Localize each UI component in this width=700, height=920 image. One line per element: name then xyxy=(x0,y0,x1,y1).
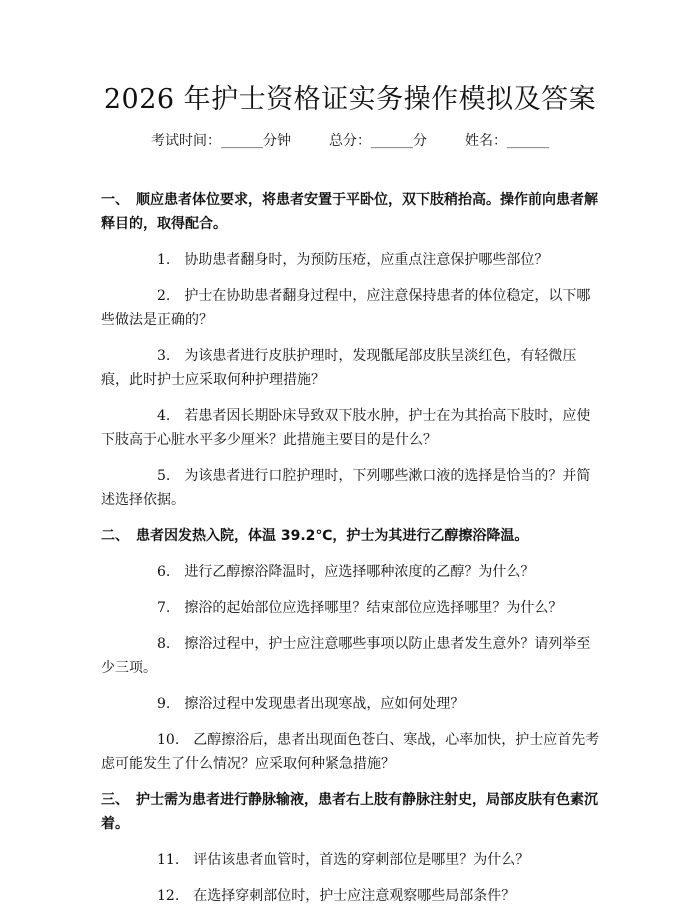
question-number: 2. xyxy=(157,288,171,304)
question-item xyxy=(101,284,601,332)
section-heading: 三、 护士需为患者进行静脉输液，患者右上肢有静脉注射史，局部皮肤有色素沉着。 xyxy=(101,792,598,832)
question-text: 协助患者翻身时，为预防压疮，应重点注意保护哪些部位？ xyxy=(184,252,549,268)
question-text: 护士在协助患者翻身过程中，应注意保持患者的体位稳定，以下哪些做法是正确的？ xyxy=(101,288,591,328)
question-number: 8. xyxy=(157,636,171,652)
question-text: 评估该患者血管时，首选的穿刺部位是哪里？为什么？ xyxy=(193,852,530,868)
question-item xyxy=(101,248,601,272)
question-item xyxy=(101,560,601,584)
total-score: 总分：______分 xyxy=(329,133,427,149)
page-title: 2026 年护士资格证实务操作模拟及答案 xyxy=(103,84,597,115)
section-heading: 二、 患者因发热入院，体温 39.2℃，护士为其进行乙醇擦浴降温。 xyxy=(101,528,529,544)
exam-meta xyxy=(0,131,700,151)
question-item xyxy=(101,884,601,908)
question-number: 7. xyxy=(157,600,171,616)
section-heading: 一、 顺应患者体位要求，将患者安置于平卧位，双下肢稍抬高。操作前向患者解释目的，取得配合。 xyxy=(101,192,598,232)
question-item xyxy=(101,464,601,512)
question-item xyxy=(101,632,601,680)
question-text: 乙醇擦浴后，患者出现面色苍白、寒战，心率加快，护士应首先考虑可能发生了什么情况？应采取何种紧急措施？ xyxy=(101,732,600,772)
question-number: 3. xyxy=(157,348,171,364)
question-text: 为该患者进行口腔护理时，下列哪些漱口液的选择是恰当的？并简述选择依据。 xyxy=(101,468,591,508)
question-number: 11. xyxy=(157,852,180,868)
question-text: 在选择穿刺部位时，护士应注意观察哪些局部条件？ xyxy=(193,888,516,904)
question-number: 10. xyxy=(157,732,180,748)
question-number: 12. xyxy=(157,888,180,904)
question-text: 擦浴过程中，护士应注意哪些事项以防止患者发生意外？请列举至少三项。 xyxy=(101,636,591,676)
question-text: 擦浴过程中发现患者出现寒战，应如何处理？ xyxy=(184,696,465,712)
question-item xyxy=(101,596,601,620)
question-text: 擦浴的起始部位应选择哪里？结束部位应选择哪里？为什么？ xyxy=(184,600,563,616)
question-content xyxy=(101,188,601,920)
question-item xyxy=(101,728,601,776)
question-item xyxy=(101,404,601,452)
question-item xyxy=(101,692,601,716)
question-number: 9. xyxy=(157,696,171,712)
question-item xyxy=(101,344,601,392)
question-text: 为该患者进行皮肤护理时，发现骶尾部皮肤呈淡红色，有轻微压痕，此时护士应采取何种护理措施？ xyxy=(101,348,577,388)
question-text: 进行乙醇擦浴降温时，应选择哪种浓度的乙醇？为什么？ xyxy=(184,564,535,580)
exam-time: 考试时间：______分钟 xyxy=(151,133,291,149)
question-number: 5. xyxy=(157,468,171,484)
question-number: 6. xyxy=(157,564,171,580)
question-text: 若患者因长期卧床导致双下肢水肿，护士在为其抬高下肢时，应使下肢高于心脏水平多少厘米？此措施主要目的是什么？ xyxy=(101,408,591,448)
question-number: 1. xyxy=(157,252,171,268)
question-item xyxy=(101,848,601,872)
question-number: 4. xyxy=(157,408,171,424)
student-name: 姓名：______ xyxy=(465,133,549,149)
